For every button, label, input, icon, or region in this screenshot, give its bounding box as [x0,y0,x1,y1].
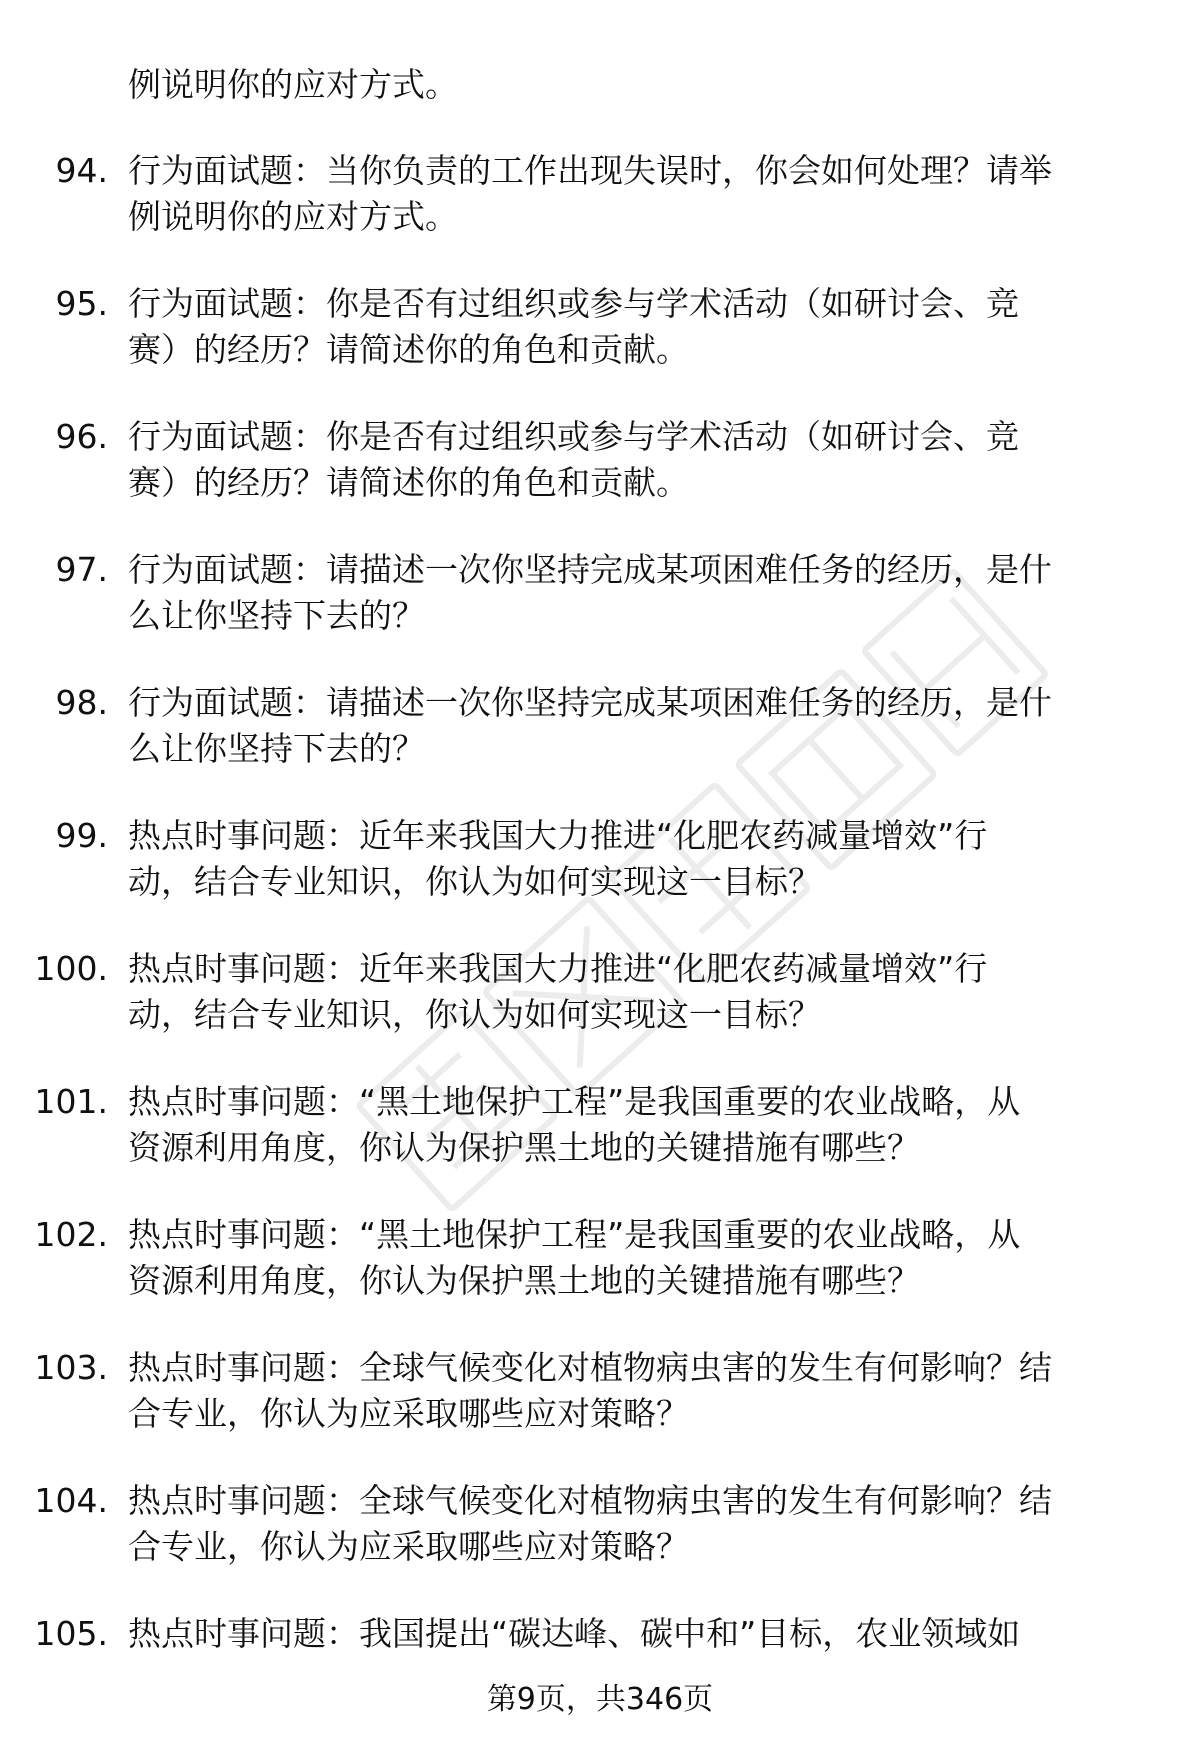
list-item [0,1478,1200,1611]
question-number: 98. [55,683,108,722]
question-number: 101. [34,1082,108,1121]
list-item [0,281,1200,414]
question-text: 热点时事问题：“黑土地保护工程”是我国重要的农业战略，从 [128,1215,1021,1254]
question-number: 94. [55,151,108,190]
list-item [0,813,1200,946]
question-number: 104. [34,1481,108,1520]
question-text-continued: 资源利用角度，你认为保护黑土地的关键措施有哪些？ [128,1261,920,1300]
question-text: 行为面试题：当你负责的工作出现失误时，你会如何处理？请举 [128,151,1052,190]
list-item [0,1611,1200,1744]
list-item [0,148,1200,281]
list-item [0,1345,1200,1478]
question-text: 行为面试题：请描述一次你坚持完成某项困难任务的经历，是什 [128,683,1052,722]
question-text-continued: 动，结合专业知识，你认为如何实现这一目标？ [128,862,821,901]
question-text-continued: 么让你坚持下去的？ [128,729,425,768]
question-number: 105. [34,1614,108,1653]
question-text: 热点时事问题：近年来我国大力推进“化肥农药减量增效”行 [128,816,988,855]
question-text: 热点时事问题：全球气候变化对植物病虫害的发生有何影响？结 [128,1481,1052,1520]
question-text-continued: 么让你坚持下去的？ [128,596,425,635]
page-footer: 第9页，共346页 [486,1682,714,1717]
continuation-line: 例说明你的应对方式。 [128,65,458,104]
question-text: 行为面试题：你是否有过组织或参与学术活动（如研讨会、竞 [128,417,1019,456]
list-item [0,547,1200,680]
question-text-continued: 赛）的经历？请简述你的角色和贡献。 [128,463,689,502]
question-text: 热点时事问题：全球气候变化对植物病虫害的发生有何影响？结 [128,1348,1052,1387]
question-number: 100. [34,949,108,988]
question-number: 102. [34,1215,108,1254]
question-number: 97. [55,550,108,589]
question-text-continued: 赛）的经历？请简述你的角色和贡献。 [128,330,689,369]
question-number: 95. [55,284,108,323]
question-list [0,148,1200,1744]
question-text: 热点时事问题：近年来我国大力推进“化肥农药减量增效”行 [128,949,988,988]
question-number: 99. [55,816,108,855]
question-text-continued: 资源利用角度，你认为保护黑土地的关键措施有哪些？ [128,1128,920,1167]
question-text-continued: 合专业，你认为应采取哪些应对策略？ [128,1394,689,1433]
list-item [0,1212,1200,1345]
question-text: 行为面试题：请描述一次你坚持完成某项困难任务的经历，是什 [128,550,1052,589]
question-number: 103. [34,1348,108,1387]
question-text: 热点时事问题：我国提出“碳达峰、碳中和”目标，农业领域如 [128,1614,1021,1653]
list-item [0,946,1200,1079]
list-item [0,680,1200,813]
question-text-continued: 例说明你的应对方式。 [128,197,458,236]
list-item [0,1079,1200,1212]
question-text-continued: 动，结合专业知识，你认为如何实现这一目标？ [128,995,821,1034]
list-item [0,414,1200,547]
question-text-continued: 合专业，你认为应采取哪些应对策略？ [128,1527,689,1566]
question-number: 96. [55,417,108,456]
question-text: 热点时事问题：“黑土地保护工程”是我国重要的农业战略，从 [128,1082,1021,1121]
question-text: 行为面试题：你是否有过组织或参与学术活动（如研讨会、竞 [128,284,1019,323]
